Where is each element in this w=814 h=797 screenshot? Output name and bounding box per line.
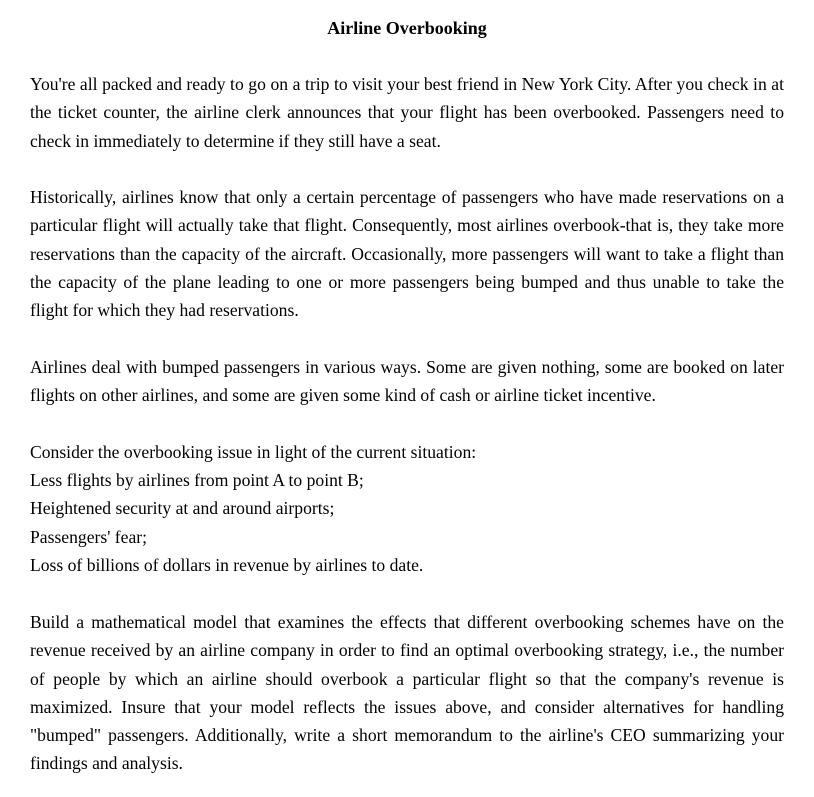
historical-paragraph: Historically, airlines know that only a certain percentage of passengers who have made reservations on a particular flight will actually take that flight. Consequently, most airlines overbook-that is, they take more reservations than the capacity of the aircraft. Occasionally, more passengers will want to take a flight than the capacity of the plane leading to one or more passengers being bumped and thus unable to take the flight for which they had reservations. bbox=[30, 187, 784, 321]
consideration-item: Less flights by airlines from point A to point B; bbox=[30, 470, 364, 490]
consideration-item: Loss of billions of dollars in revenue by airlines to date. bbox=[30, 554, 424, 575]
bumped-passengers-paragraph: Airlines deal with bumped passengers in various ways. Some are given nothing, some are booked on later flights on other airlines, and some are given some kind of cash or airline ticket incentive. bbox=[30, 357, 784, 406]
consideration-item: Passengers' fear; bbox=[30, 526, 147, 547]
intro-paragraph: You're all packed and ready to go on a trip to visit your best friend in New York City. After you check in at the ticket counter, the airline clerk announces that your flight has been overbooked. Passengers need to check in immediately to determine if they still have a seat. bbox=[30, 74, 784, 151]
considerations-intro: Consider the overbooking issue in light of the current situation: bbox=[30, 442, 477, 462]
document-title: Airline Overbooking bbox=[327, 18, 487, 38]
consideration-item: Heightened security at and around airports; bbox=[30, 498, 335, 519]
considerations-list bbox=[30, 466, 784, 579]
task-paragraph: Build a mathematical model that examines the effects that different overbooking schemes have on the revenue received by an airline company in order to find an optimal overbooking strategy, i.e., the number of people by which an airline should overbook a particular flight so that the company's revenue is maximized. Insure that your model reflects the issues above, and consider alternatives for handling "bumped" passengers. Additionally, write a short memorandum to the airline's CEO summarizing your findings and analysis. bbox=[30, 612, 784, 774]
